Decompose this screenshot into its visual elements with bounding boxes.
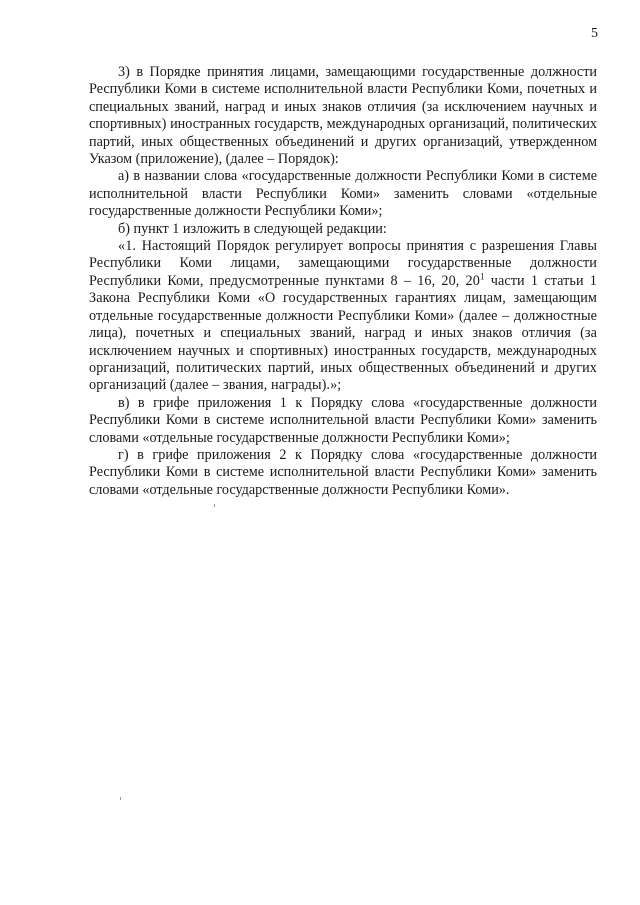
paragraph-subitem-a: а) в названии слова «государственные должности Республики Коми в системе исполнительной власти Республики Коми» заменить словами «отдельные государственные должности Республики Коми»; [89, 168, 597, 220]
scan-speck [120, 797, 121, 800]
scan-speck [214, 504, 215, 507]
paragraph-subitem-v: в) в грифе приложения 1 к Порядку слова «государственные должности Республики Коми в системе исполнительной власти Республики Коми» заменить словами «отдельные государственные должности Республики Коми»; [89, 394, 597, 446]
paragraph-subitem-g: г) в грифе приложения 2 к Порядку слова «государственные должности Республики Коми в системе исполнительной власти Республики Коми» заменить словами «отдельные государственные должности Республики Коми». [89, 446, 597, 498]
paragraph-subitem-b: б) пункт 1 изложить в следующей редакции: [118, 220, 387, 237]
paragraph-item-3: 3) в Порядке принятия лицами, замещающими государственные должности Республики Коми в системе исполнительной власти Республики Коми, почетных и специальных званий, наград и иных знаков отличия (за исключением научных и спортивных) иностранных государств, международных организаций, политических партий, иных общественных объединений и других организаций, утвержденном Указом (приложение), (далее – Порядок): [89, 64, 597, 168]
superscript-marker: 1 [479, 271, 485, 282]
document-body [89, 64, 597, 499]
quote-text-part-1: «1. Настоящий Порядок регулирует вопросы принятия с разрешения Главы Республики Коми лицами, замещающими государственные должности Республики Коми, предусмотренные пунктами 8 – 16, 20, 20 [89, 238, 597, 289]
quoted-new-wording [89, 238, 597, 395]
quote-text-part-2: части 1 статьи 1 Закона Республики Коми «О государственных гарантиях лицам, замещающим отдельные государственные должности Республики Коми» (далее – должностные лица), почетных и специальных званий, наград и иных знаков отличия (за исключением научных и спортивных) иностранных государств, международных организаций, политических партий, иных общественных объединений и других организаций (далее – звания, награды).»; [89, 272, 598, 394]
page-number: 5 [591, 26, 598, 41]
